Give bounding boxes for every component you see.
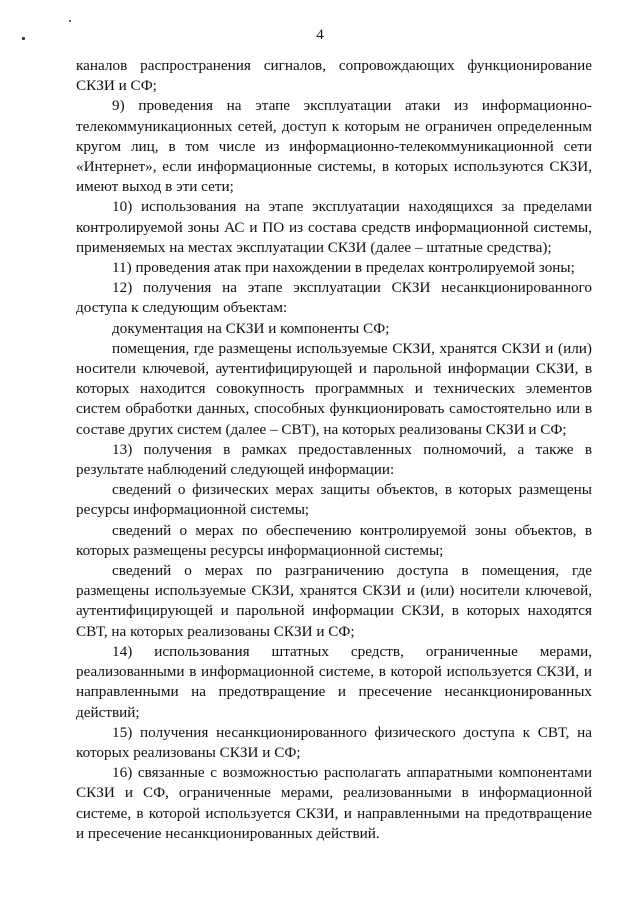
paragraph: 11) проведения атак при нахождении в пределах контролируемой зоны; <box>112 259 575 277</box>
paragraph: 13) получения в рамках предоставленных полномочий, а также в результате наблюдений следующей информации: <box>76 440 592 479</box>
paragraph: сведений о мерах по обеспечению контролируемой зоны объектов, в которых размещены ресурсы информационной системы; <box>76 521 592 559</box>
scan-speck <box>69 20 71 22</box>
paragraph: сведений о физических мерах защиты объектов, в которых размещены ресурсы информационной системы; <box>76 481 592 519</box>
paragraph: помещения, где размещены используемые СКЗИ, хранятся СКЗИ и (или) носители ключевой, аутентифицирующей и парольной информации СКЗИ, в которых находится совокупность программных и технических элементов систем обработки данных, способных функционировать самостоятельно или в составе других систем (далее – СВТ), на которых реализованы СКЗИ и СФ; <box>76 339 592 438</box>
paragraph: каналов распространения сигналов, сопровождающих функционирование СКЗИ и СФ; <box>76 57 592 95</box>
paragraph: сведений о мерах по разграничению доступа в помещения, где размещены используемые СКЗИ, хранятся СКЗИ и (или) носители ключевой, аутентифицирующей и парольной информации СКЗИ, в которых находятся СВТ, на которых реализованы СКЗИ и СФ; <box>76 562 592 640</box>
paragraph: 14) использования штатных средств, ограниченные мерами, реализованными в информационной системе, в которой используется СКЗИ, и направленными на предотвращение и пресечение несанкционированных действий; <box>76 642 592 721</box>
document-body <box>76 56 592 844</box>
paragraph: 10) использования на этапе эксплуатации находящихся за пределами контролируемой зоны АС и ПО из состава средств информационной системы, применяемых на местах эксплуатации СКЗИ (далее – штатные средства); <box>76 198 592 256</box>
paragraph: документация на СКЗИ и компоненты СФ; <box>112 319 390 337</box>
paragraph: 16) связанные с возможностью располагать аппаратными компонентами СКЗИ и СФ, ограниченные мерами, реализованными в информационной системе, в которой используется СКЗИ, и направленными на предотвращение и пресечение несанкционированных действий. <box>76 764 592 842</box>
paragraph: 12) получения на этапе эксплуатации СКЗИ несанкционированного доступа к следующим объектам: <box>76 279 592 317</box>
paragraph: 9) проведения на этапе эксплуатации атаки из информационно-телекоммуникационных сетей, доступ к которым не ограничен определенным кругом лиц, в том числе из информационно-телекоммуникационной сети «Интернет», если информационные системы, в которых используются СКЗИ, имеют выход в эти сети; <box>76 97 592 196</box>
page-number: 4 <box>316 27 324 43</box>
paragraph: 15) получения несанкционированного физического доступа к СВТ, на которых реализованы СКЗИ и СФ; <box>76 723 592 761</box>
